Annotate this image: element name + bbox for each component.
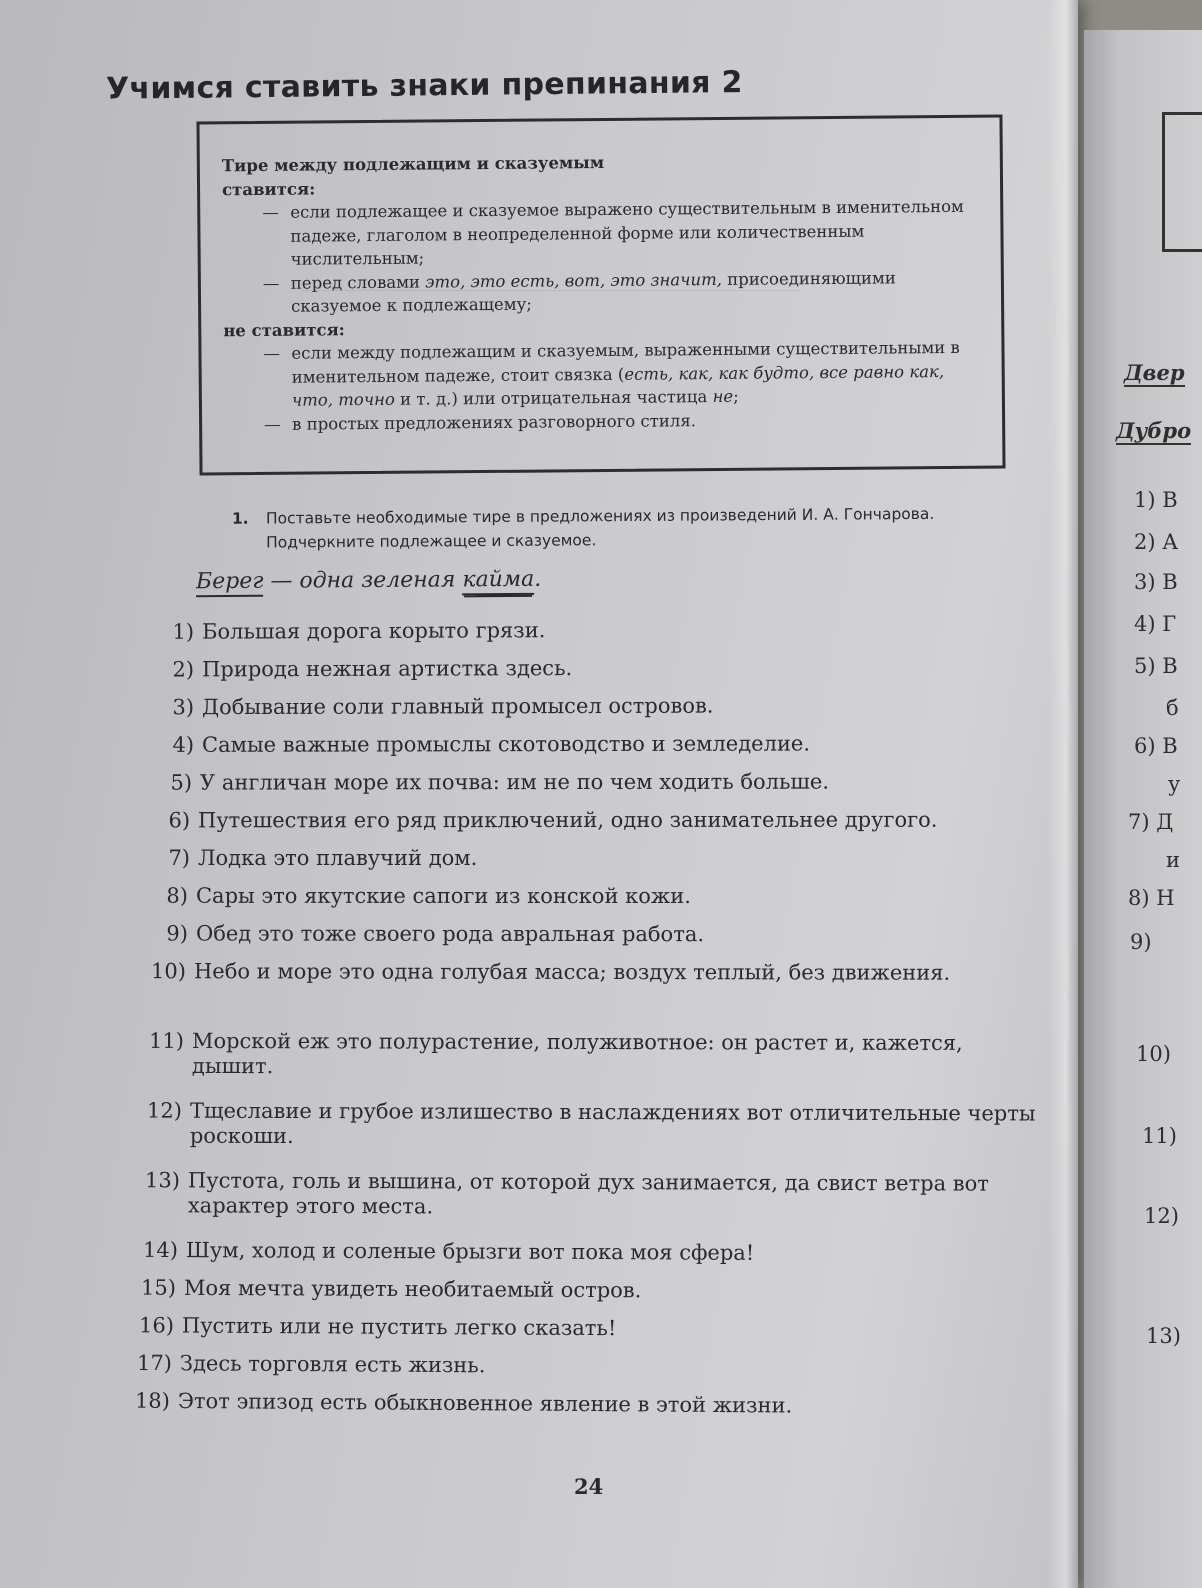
page-number: 24	[574, 1474, 604, 1499]
sentence-number: 10)	[151, 959, 187, 984]
rule-not-placed-item: — в простых предложениях разговорного стиля.	[264, 410, 697, 434]
example-end: .	[534, 566, 542, 592]
sentence-text: Здесь торговля есть жизнь.	[179, 1351, 486, 1378]
adjacent-page	[1084, 30, 1202, 1588]
exercise-sentence	[120, 1028, 1050, 1079]
sentence-number: 3)	[172, 695, 195, 720]
sentence-text: Пустить или не пустить легко сказать!	[181, 1313, 617, 1341]
adjacent-page-fragment: 5) В	[1134, 654, 1178, 678]
rule-placed-item-text: если подлежащее и сказуемое выражено существительным в именительном падеже, глаголом в неопределенной форме или количественным числительным;	[290, 196, 964, 269]
exercise-sentence	[120, 921, 1050, 947]
adjacent-page-fragment: и	[1166, 848, 1180, 872]
adjacent-page-fragment: 12)	[1144, 1204, 1179, 1228]
exercise-sentence	[120, 731, 1050, 757]
adjacent-page-fragment: у	[1168, 772, 1181, 796]
task-instruction	[232, 501, 1032, 555]
adjacent-page-fragment: 2) А	[1134, 530, 1179, 554]
example-subject: Берег	[196, 569, 264, 597]
adjacent-page-fragment: 7) Д	[1128, 810, 1174, 834]
adjacent-page-fragment: 8) Н	[1128, 886, 1175, 910]
sentence-number: 8)	[166, 883, 189, 908]
exercise-sentence	[120, 654, 1050, 682]
rule-box	[196, 114, 1005, 475]
sentence-number: 11)	[149, 1028, 185, 1053]
sentence-number: 1)	[172, 619, 195, 644]
sentence-number: 9)	[166, 921, 189, 946]
example-predicate: кайма	[462, 567, 534, 596]
sentence-number: 4)	[172, 732, 195, 757]
adjacent-page-fragment: 4) Г	[1134, 612, 1177, 636]
exercise-sentence	[120, 1237, 1050, 1265]
exercise-sentence	[120, 1098, 1050, 1149]
rule-not-placed-item-words: есть, как, как будто, все равно как, что, точно	[291, 361, 945, 410]
rule-not-placed-item-particle: не	[712, 386, 734, 407]
sentence-text: Моя мечта увидеть необитаемый остров.	[183, 1275, 642, 1303]
exercise-sentence	[120, 769, 1050, 795]
exercise-sentence	[120, 1350, 1050, 1378]
sentence-text: Пустота, голь и вышина, от которой дух занимается, да свист ветра вот характер этого места.	[187, 1168, 989, 1219]
exercise-sentence	[120, 1168, 1050, 1219]
sentence-text: Большая дорога корыто грязи.	[202, 618, 546, 644]
adjacent-page-fragment: 1) В	[1134, 488, 1178, 512]
adjacent-page-fragment: 6) В	[1134, 734, 1178, 758]
rule-not-placed-item-text: если между подлежащим и сказуемым, выраженными существительными в именительном падеже, стоит связка (	[291, 337, 960, 387]
example-sentence	[196, 567, 541, 594]
rule-not-placed-label: не ставится:	[223, 319, 345, 340]
sentence-number: 14)	[142, 1237, 179, 1263]
rule-placed-item-text: перед словами	[290, 272, 426, 293]
sentence-number: 16)	[138, 1313, 175, 1338]
sentence-number: 6)	[168, 808, 191, 833]
sentence-number: 18)	[134, 1388, 171, 1413]
adjacent-page-fragment: б	[1166, 696, 1179, 720]
adjacent-page-fragment: Дубро	[1116, 418, 1192, 443]
adjacent-page-fragment: Двер	[1124, 360, 1185, 385]
rule-placed-label: ставится:	[221, 178, 316, 199]
sentence-text: Добывание соли главный промысел островов.	[202, 693, 714, 720]
sentence-text: Этот эпизод есть обыкновенное явление в этой жизни.	[177, 1388, 793, 1418]
exercise-sentence	[120, 959, 1050, 985]
sentence-number: 15)	[140, 1275, 177, 1300]
sentence-text: Сары это якутские сапоги из конской кожи.	[195, 883, 691, 909]
sentence-text: Тщеславие и грубое излишество в наслаждениях вот отличительные черты роскоши.	[189, 1098, 1036, 1149]
adjacent-page-fragment: 10)	[1136, 1042, 1171, 1066]
task-text-line1: Поставьте необходимые тире в предложениях из произведений И. А. Гончарова.	[265, 504, 935, 528]
exercise-sentence	[120, 1313, 1050, 1341]
sentence-text: Обед это тоже своего рода авральная работа.	[195, 921, 705, 947]
sentence-text: Самые важные промыслы скотоводство и земледелие.	[202, 731, 811, 757]
rule-placed-item-text-end: присоединяющими сказуемое к подлежащему;	[291, 267, 896, 316]
rule-placed-item: — перед словами это, это есть, вот, это значит, присоединяющими сказуемое к подлежащему;	[262, 267, 896, 316]
sentence-number: 7)	[168, 846, 191, 871]
example-middle: — одна зеленая	[263, 567, 463, 594]
rule-heading: Тире между подлежащим и сказуемым	[221, 152, 605, 176]
task-number: 1.	[231, 509, 249, 528]
rule-placed-item-words: это, это есть, вот, это значит,	[425, 269, 723, 292]
adjacent-page-fragment: 11)	[1142, 1124, 1177, 1148]
sentence-number: 12)	[147, 1098, 183, 1123]
sentence-number: 5)	[170, 770, 193, 795]
sentence-text: Морской еж это полурастение, полуживотное: он растет и, кажется, дышит.	[191, 1028, 963, 1079]
rule-not-placed-item-text: в простых предложениях разговорного стиля.	[292, 410, 697, 434]
rule-not-placed-item-end: ;	[733, 386, 739, 406]
adjacent-page-box	[1162, 112, 1202, 252]
rule-not-placed-item: — если между подлежащим и сказуемым, выраженными существительными в именительном падеже, стоит связка (есть, как, как будто, все равно как, что, точно и т. д.) или отрицательная частица не;	[263, 337, 960, 410]
page-title: Учимся ставить знаки препинания 2	[105, 64, 743, 107]
page-fold-shadow	[1048, 0, 1078, 1588]
sentence-number: 2)	[172, 657, 195, 682]
sentence-text: Лодка это плавучий дом.	[198, 846, 478, 871]
exercise-sentence	[120, 693, 1050, 720]
task-text-line2: Подчеркните подлежащее и сказуемое.	[266, 531, 597, 552]
rule-placed-item: — если подлежащее и сказуемое выражено существительным в именительном падеже, глаголом в неопределенной форме или количественным числительным;	[262, 196, 964, 269]
sentence-text: Природа нежная артистка здесь.	[202, 656, 573, 682]
sentence-text: Путешествия его ряд приключений, одно занимательнее другого.	[198, 807, 938, 833]
rule-not-placed-item-mid: и т. д.) или отрицательная частица	[394, 387, 713, 409]
adjacent-page-fragment: 3) В	[1134, 570, 1178, 594]
sentence-text: Небо и море это одна голубая масса; воздух теплый, без движения.	[193, 959, 951, 985]
exercise-sentence	[120, 807, 1050, 833]
sentence-number: 13)	[144, 1168, 181, 1193]
sentence-text: У англичан море их почва: им не по чем ходить больше.	[200, 769, 830, 795]
exercise-sentence	[120, 1388, 1050, 1418]
sentence-number: 17)	[136, 1350, 173, 1376]
adjacent-page-fragment: 9)	[1130, 930, 1152, 954]
sentence-text: Шум, холод и соленые брызги вот пока моя сфера!	[185, 1238, 755, 1265]
exercise-sentence	[120, 616, 1050, 644]
exercise-sentence	[120, 1275, 1050, 1303]
adjacent-page-fragment: 13)	[1146, 1324, 1181, 1348]
